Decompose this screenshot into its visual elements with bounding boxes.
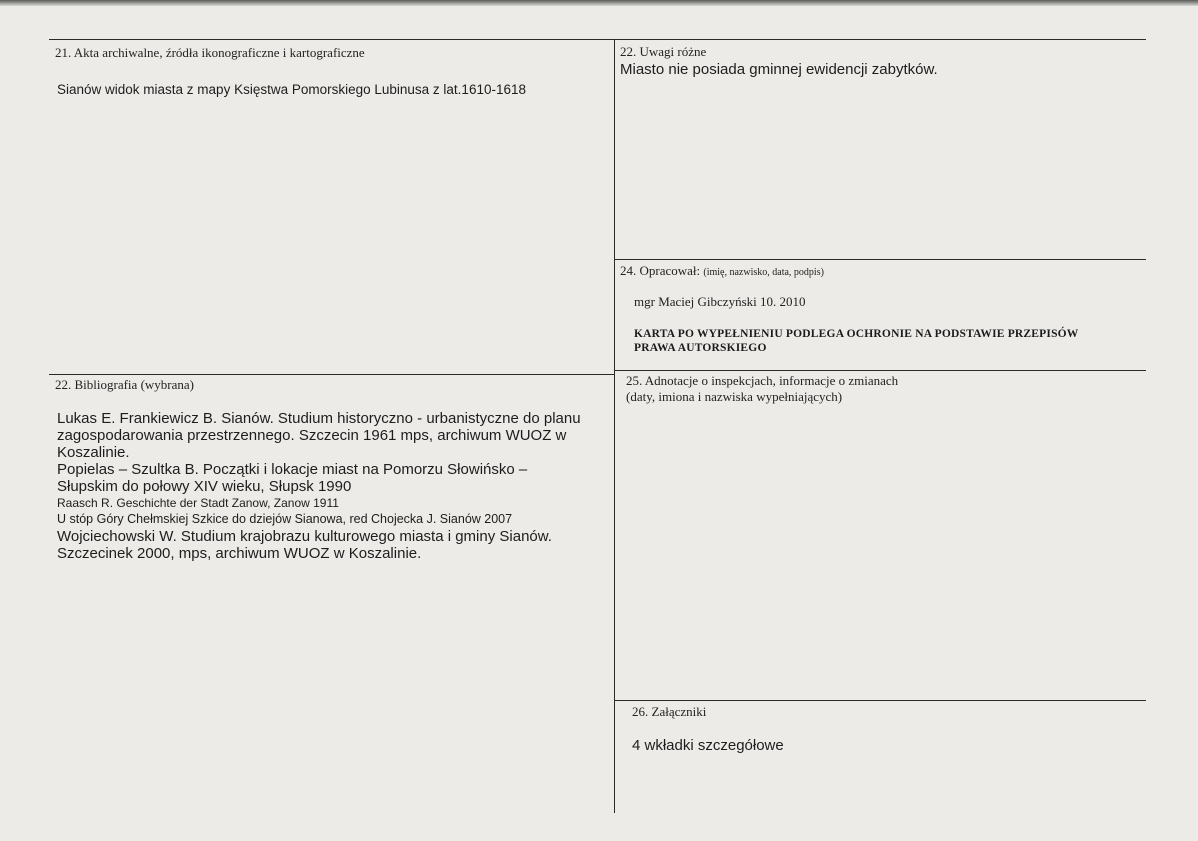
bibliography-line: Szczecinek 2000, mps, archiwum WUOZ w Koszalinie. [57,545,422,562]
section-24-label-small: (imię, nazwisko, data, podpis) [703,267,824,278]
center-divider [614,39,615,813]
right-line-25 [614,370,1146,371]
section-22-biblio-label: 22. Bibliografia (wybrana) [55,377,194,392]
section-22-uwagi-label: 22. Uwagi różne [620,44,707,59]
section-24-label [620,264,824,279]
bibliography-line: zagospodarowania przestrzennego. Szczecin 1961 mps, archiwum WUOZ w [57,427,567,444]
bibliography-line: Słupskim do połowy XIV wieku, Słupsk 1990 [57,478,352,495]
section-26-content: 4 wkładki szczegółowe [632,737,784,754]
bibliography-line: Wojciechowski W. Studium krajobrazu kulturowego miasta i gminy Sianów. [57,528,552,545]
bibliography-line: Lukas E. Frankiewicz B. Sianów. Studium historyczno - urbanistyczne do planu [57,410,581,427]
left-middle-line [49,374,615,375]
bibliography-line: U stóp Góry Chełmskiej Szkice do dziejów Sianowa, red Chojecka J. Sianów 2007 [57,512,513,526]
right-line-26 [614,700,1146,701]
bibliography-line: Popielas – Szultka B. Początki i lokacje miast na Pomorzu Słowińsko – [57,461,528,478]
bibliography-line: Koszalinie. [57,444,130,461]
section-25-label-2: (daty, imiona i nazwiska wypełniających) [626,389,843,404]
section-24-author: mgr Maciej Gibczyński 10. 2010 [634,294,806,309]
section-26-label: 26. Załączniki [632,704,707,719]
bibliography-list [57,410,607,562]
section-25-label: 25. Adnotacje o inspekcjach, informacje o zmianach [626,373,899,388]
bibliography-line: Raasch R. Geschichte der Stadt Zanow, Zanow 1911 [57,496,339,510]
right-line-24 [614,259,1146,260]
section-24-label-main: 24. Opracował: [620,263,701,278]
copyright-notice-line1: KARTA PO WYPEŁNIENIU PODLEGA OCHRONIE NA PODSTAWIE PRZEPISÓW [634,328,1079,340]
copyright-notice-line2: PRAWA AUTORSKIEGO [634,342,767,354]
section-21-content: Sianów widok miasta z mapy Księstwa Pomorskiego Lubinusa z lat.1610-1618 [57,82,526,97]
section-21-label: 21. Akta archiwalne, źródła ikonograficzne i kartograficzne [55,45,365,60]
scan-top-edge [0,0,1198,6]
section-22-uwagi-content: Miasto nie posiada gminnej ewidencji zabytków. [620,61,938,78]
top-border-line [49,39,1146,40]
